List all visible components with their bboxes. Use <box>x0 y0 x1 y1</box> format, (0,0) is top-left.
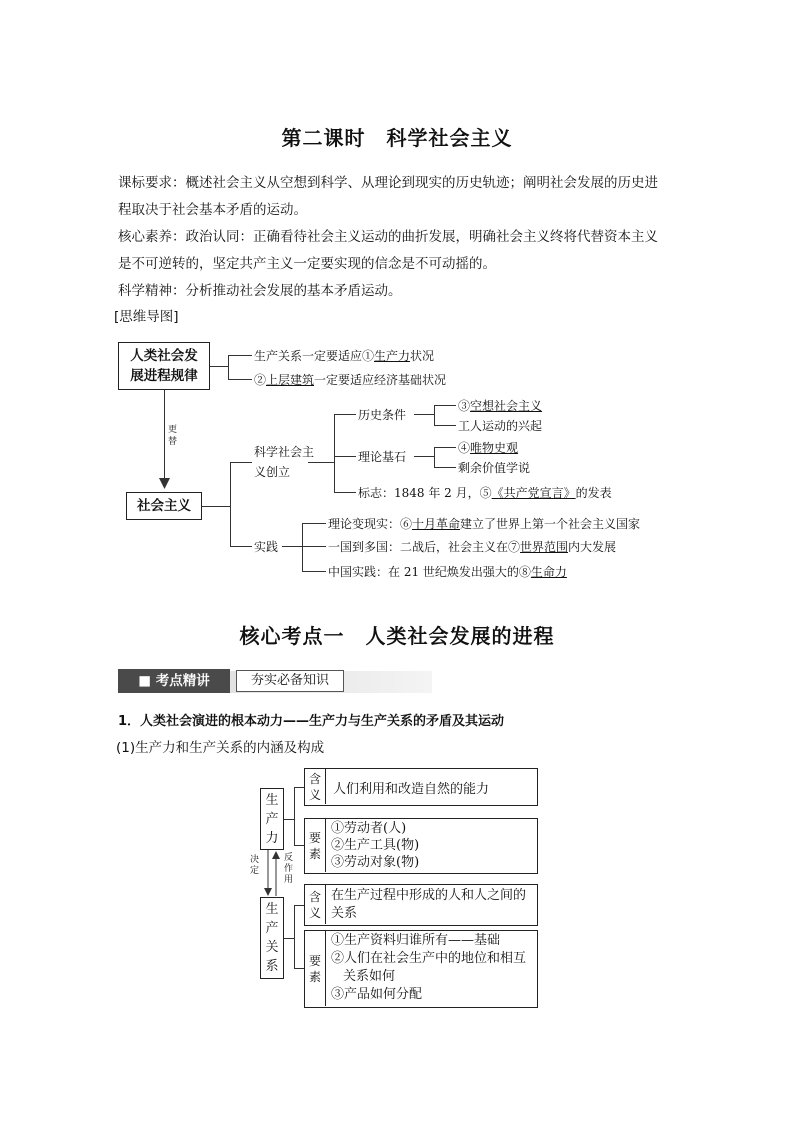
branch-2-prefix: ② <box>254 373 267 387</box>
blank-2: 上层建筑 <box>266 373 315 387</box>
react-label: 反作用 <box>284 853 294 885</box>
connector <box>284 938 294 939</box>
productivity-char: 生 <box>265 792 279 808</box>
core-literacy-line2: 是不可逆转的，坚定共产主义一定要实现的信念是不可动摇的。 <box>118 256 496 272</box>
mark-line <box>358 484 612 501</box>
branch-1-suffix: 状况 <box>410 349 435 363</box>
branch-2-suffix: 一定要适应经济基础状况 <box>314 373 447 387</box>
relations-char: 生 <box>265 902 279 917</box>
section-bar-tag: ■ 考点精讲 <box>118 669 230 693</box>
blank-6: 十月革命 <box>412 517 461 531</box>
core-literacy-line3: 科学精神：分析推动社会发展的基本矛盾运动。 <box>118 283 402 299</box>
connector <box>334 414 335 492</box>
requirements-line2: 程取决于社会基本矛盾的运动。 <box>118 202 307 218</box>
blank-1: 生产力 <box>374 349 411 363</box>
rel-element-1: ①生产资料归谁所有——基础 <box>331 933 501 948</box>
connector <box>202 506 230 507</box>
theory-base: 理论基石 <box>358 450 407 464</box>
practice-item-3-prefix: 中国实践：在 21 世纪焕发出强大的⑧ <box>328 565 531 579</box>
branch-1-prefix: 生产关系一定要适应① <box>254 349 375 363</box>
connector <box>302 571 326 572</box>
rel-meaning-box <box>304 884 538 926</box>
node-social-law: 人类社会发展进程规律 <box>118 342 210 390</box>
node-creation: 科学社会主义创立 <box>254 445 315 479</box>
divider <box>325 885 326 924</box>
connector <box>294 787 295 845</box>
core-literacy-line1 <box>118 224 658 251</box>
practice-node: 实践 <box>254 540 279 554</box>
prod-elements-label: 要素 <box>308 830 321 861</box>
connector <box>434 405 456 406</box>
connector <box>334 414 356 415</box>
mark-suffix: 的发表 <box>575 486 612 500</box>
productivity-char: 产 <box>265 811 279 827</box>
theory-item-1-prefix: ④ <box>458 441 471 455</box>
connector <box>228 355 252 356</box>
requirements-label: 课标要求： <box>118 175 186 191</box>
practice-item-3 <box>328 563 567 580</box>
connector <box>282 546 302 547</box>
mark-prefix: 标志：1848 年 2 月，⑤ <box>358 486 492 500</box>
connector <box>414 456 434 457</box>
productivity-box <box>260 788 284 850</box>
branch-2 <box>254 371 446 388</box>
connector <box>230 462 231 546</box>
prod-meaning-box <box>304 768 538 806</box>
connector <box>334 456 356 457</box>
prod-element-2: ②生产工具(物) <box>331 838 420 853</box>
connector <box>230 546 252 547</box>
history-item-1-prefix: ③ <box>458 399 471 413</box>
connector <box>434 467 456 468</box>
connector <box>230 462 252 463</box>
decide-label: 决定 <box>250 855 260 876</box>
requirements-text-1: 概述社会主义从空想到科学、从理论到现实的历史轨迹；阐明社会发展的历史进 <box>185 175 658 191</box>
history-condition: 历史条件 <box>358 408 407 422</box>
connector <box>294 787 304 788</box>
arrow-down-icon <box>159 478 170 490</box>
blank-8: 生命力 <box>530 565 567 579</box>
blank-4: 唯物史观 <box>470 441 519 455</box>
prod-meaning-text: 人们利用和改造自然的能力 <box>333 782 490 797</box>
connector <box>434 447 456 448</box>
connector <box>294 905 295 968</box>
blank-7: 世界范围 <box>520 540 569 554</box>
connector <box>294 968 304 969</box>
connector <box>294 845 304 846</box>
connector <box>302 546 326 547</box>
divider <box>325 931 326 1006</box>
practice-item-1-prefix: 理论变现实：⑥ <box>328 517 413 531</box>
history-item-2: 工人运动的兴起 <box>458 419 543 433</box>
prod-meaning-label: 含义 <box>305 769 326 804</box>
prod-element-3: ③劳动对象(物) <box>331 855 420 870</box>
rel-meaning-label: 含义 <box>308 889 321 920</box>
connector <box>434 425 456 426</box>
connector <box>414 414 434 415</box>
rel-element-3: ③产品如何分配 <box>331 987 423 1002</box>
divider <box>325 819 326 872</box>
connector <box>228 379 252 380</box>
connector <box>302 523 326 524</box>
requirements-line1 <box>118 170 658 197</box>
page-title: 第二课时 科学社会主义 <box>281 126 513 150</box>
connector <box>228 355 229 379</box>
core-literacy-text-1: 政治认同：正确看待社会主义运动的曲折发展，明确社会主义终将代替资本主义 <box>185 229 658 245</box>
mind-map-label: [思维导图] <box>114 309 179 325</box>
relations-char: 产 <box>265 921 279 936</box>
prod-element-1: ①劳动者(人) <box>331 821 407 836</box>
point-1: 1．人类社会演进的根本动力——生产力与生产关系的矛盾及其运动 <box>118 714 505 729</box>
relations-char: 系 <box>265 959 279 974</box>
connector <box>334 492 356 493</box>
point-1-sub: (1)生产力和生产关系的内涵及构成 <box>116 740 325 756</box>
rel-elements-label: 要素 <box>308 953 321 984</box>
connector <box>302 523 303 571</box>
practice-item-2 <box>328 538 616 555</box>
connector <box>294 905 304 906</box>
arrow-shaft <box>164 390 165 480</box>
arrow-label: 更替 <box>168 425 178 447</box>
rel-meaning-text-1: 在生产过程中形成的人和人之间的 <box>331 888 527 903</box>
node-socialism: 社会主义 <box>126 492 202 520</box>
blank-3: 空想社会主义 <box>470 399 543 413</box>
rel-element-2: ②人们在社会生产中的地位和相互 <box>331 951 527 966</box>
practice-item-2-suffix: 内大发展 <box>568 540 617 554</box>
blank-5: 《共产党宣言》 <box>491 486 576 500</box>
practice-item-1-suffix: 建立了世界上第一个社会主义国家 <box>460 517 641 531</box>
branch-1 <box>254 347 434 364</box>
section-bar-sub: 夯实必备知识 <box>236 670 344 692</box>
relations-char: 关 <box>265 940 279 955</box>
connector <box>434 405 435 425</box>
history-item-1 <box>458 397 542 414</box>
rel-elements-box <box>304 930 538 1008</box>
connector <box>284 819 294 820</box>
theory-item-2: 剩余价值学说 <box>458 461 531 475</box>
prod-elements-box <box>304 818 538 874</box>
rel-meaning-text-2: 关系 <box>331 906 358 921</box>
connector <box>308 462 334 463</box>
practice-item-2-prefix: 一国到多国：二战后，社会主义在⑦ <box>328 540 521 554</box>
connector <box>210 366 228 367</box>
decide-arrows-icon <box>262 850 282 897</box>
connector <box>434 447 435 467</box>
theory-item-1 <box>458 439 518 456</box>
core-literacy-label: 核心素养： <box>118 229 186 245</box>
section-title: 核心考点一 人类社会发展的进程 <box>239 624 555 648</box>
relations-box <box>260 897 284 979</box>
productivity-char: 力 <box>265 830 279 846</box>
rel-element-2-cont: 关系如何 <box>343 969 396 984</box>
practice-item-1 <box>328 515 640 532</box>
